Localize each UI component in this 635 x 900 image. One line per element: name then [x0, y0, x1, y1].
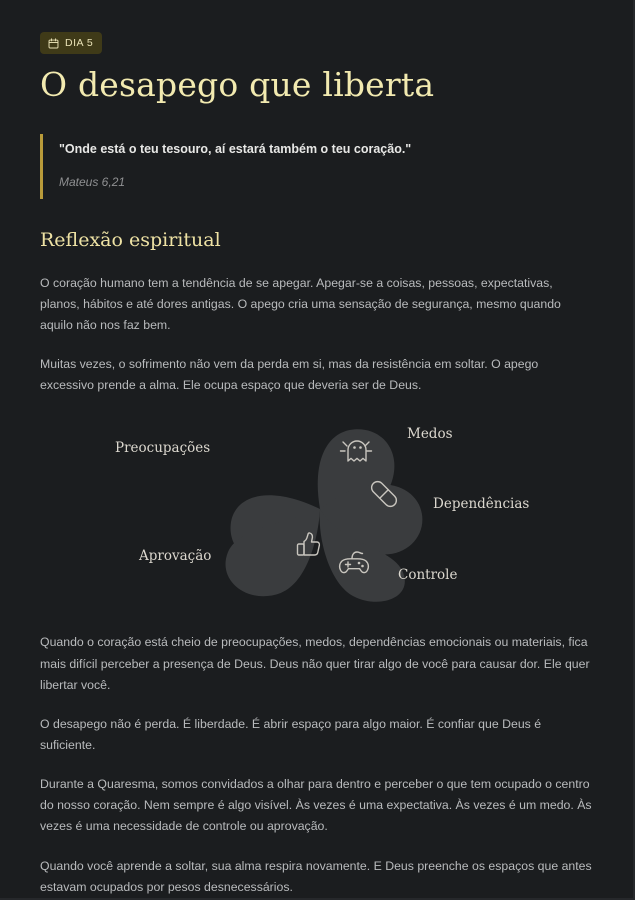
paragraph: O desapego não é perda. É liberdade. É abrir espaço para algo maior. É confiar que Deus é suficiente.: [40, 716, 542, 752]
page-title: O desapego que liberta: [40, 65, 435, 104]
quote-reference: Mateus 6,21: [59, 174, 126, 189]
paragraph: O coração humano tem a tendência de se apegar. Apegar-se a coisas, pessoas, expectativas, planos, hábitos e até dores antigas. O apego cria uma sensação de segurança, mesmo quando aquilo não nos faz bem.: [40, 275, 561, 332]
petal-label-controle: Controle: [398, 567, 458, 584]
paragraph: Muitas vezes, o sofrimento não vem da perda em si, mas da resistência em soltar. O apego excessivo prende a alma. Ele ocupa espaço que deveria ser de Deus.: [40, 357, 539, 393]
day-badge-label: DIA 5: [65, 37, 94, 49]
petal-shapes: [222, 427, 424, 609]
day-badge: [40, 32, 102, 54]
paragraph: Quando você aprende a soltar, sua alma respira novamente. E Deus preenche os espaços que antes estavam ocupados por pesos desnecessários.: [40, 858, 592, 894]
quote-text: "Onde está o teu tesouro, aí estará também o teu coração.": [59, 141, 412, 156]
section-heading: Reflexão espiritual: [40, 228, 221, 251]
petal-label-preocupacoes: Preocupações: [115, 440, 211, 457]
petal-label-aprovacao: Aprovação: [139, 548, 212, 565]
paragraph: Durante a Quaresma, somos convidados a olhar para dentro e perceber o que tem ocupado o centro do nosso coração. Nem sempre é algo visível. Às vezes é uma expectativa. Às vezes é um medo. Às vezes é uma necessidade de controle ou aprovação.: [40, 777, 592, 834]
attachments-petal-diagram: [35, 414, 590, 614]
calendar-icon: [48, 38, 59, 49]
petal-label-medos: Medos: [407, 426, 453, 443]
petal-label-dependencias: Dependências: [433, 496, 530, 513]
paragraph: Quando o coração está cheio de preocupações, medos, dependências emocionais ou materiais, fica mais difícil perceber a presença de Deus. Deus não quer tirar algo de você para causar dor. Ele quer libertar você.: [40, 635, 590, 692]
scripture-quote-block: [40, 134, 593, 199]
